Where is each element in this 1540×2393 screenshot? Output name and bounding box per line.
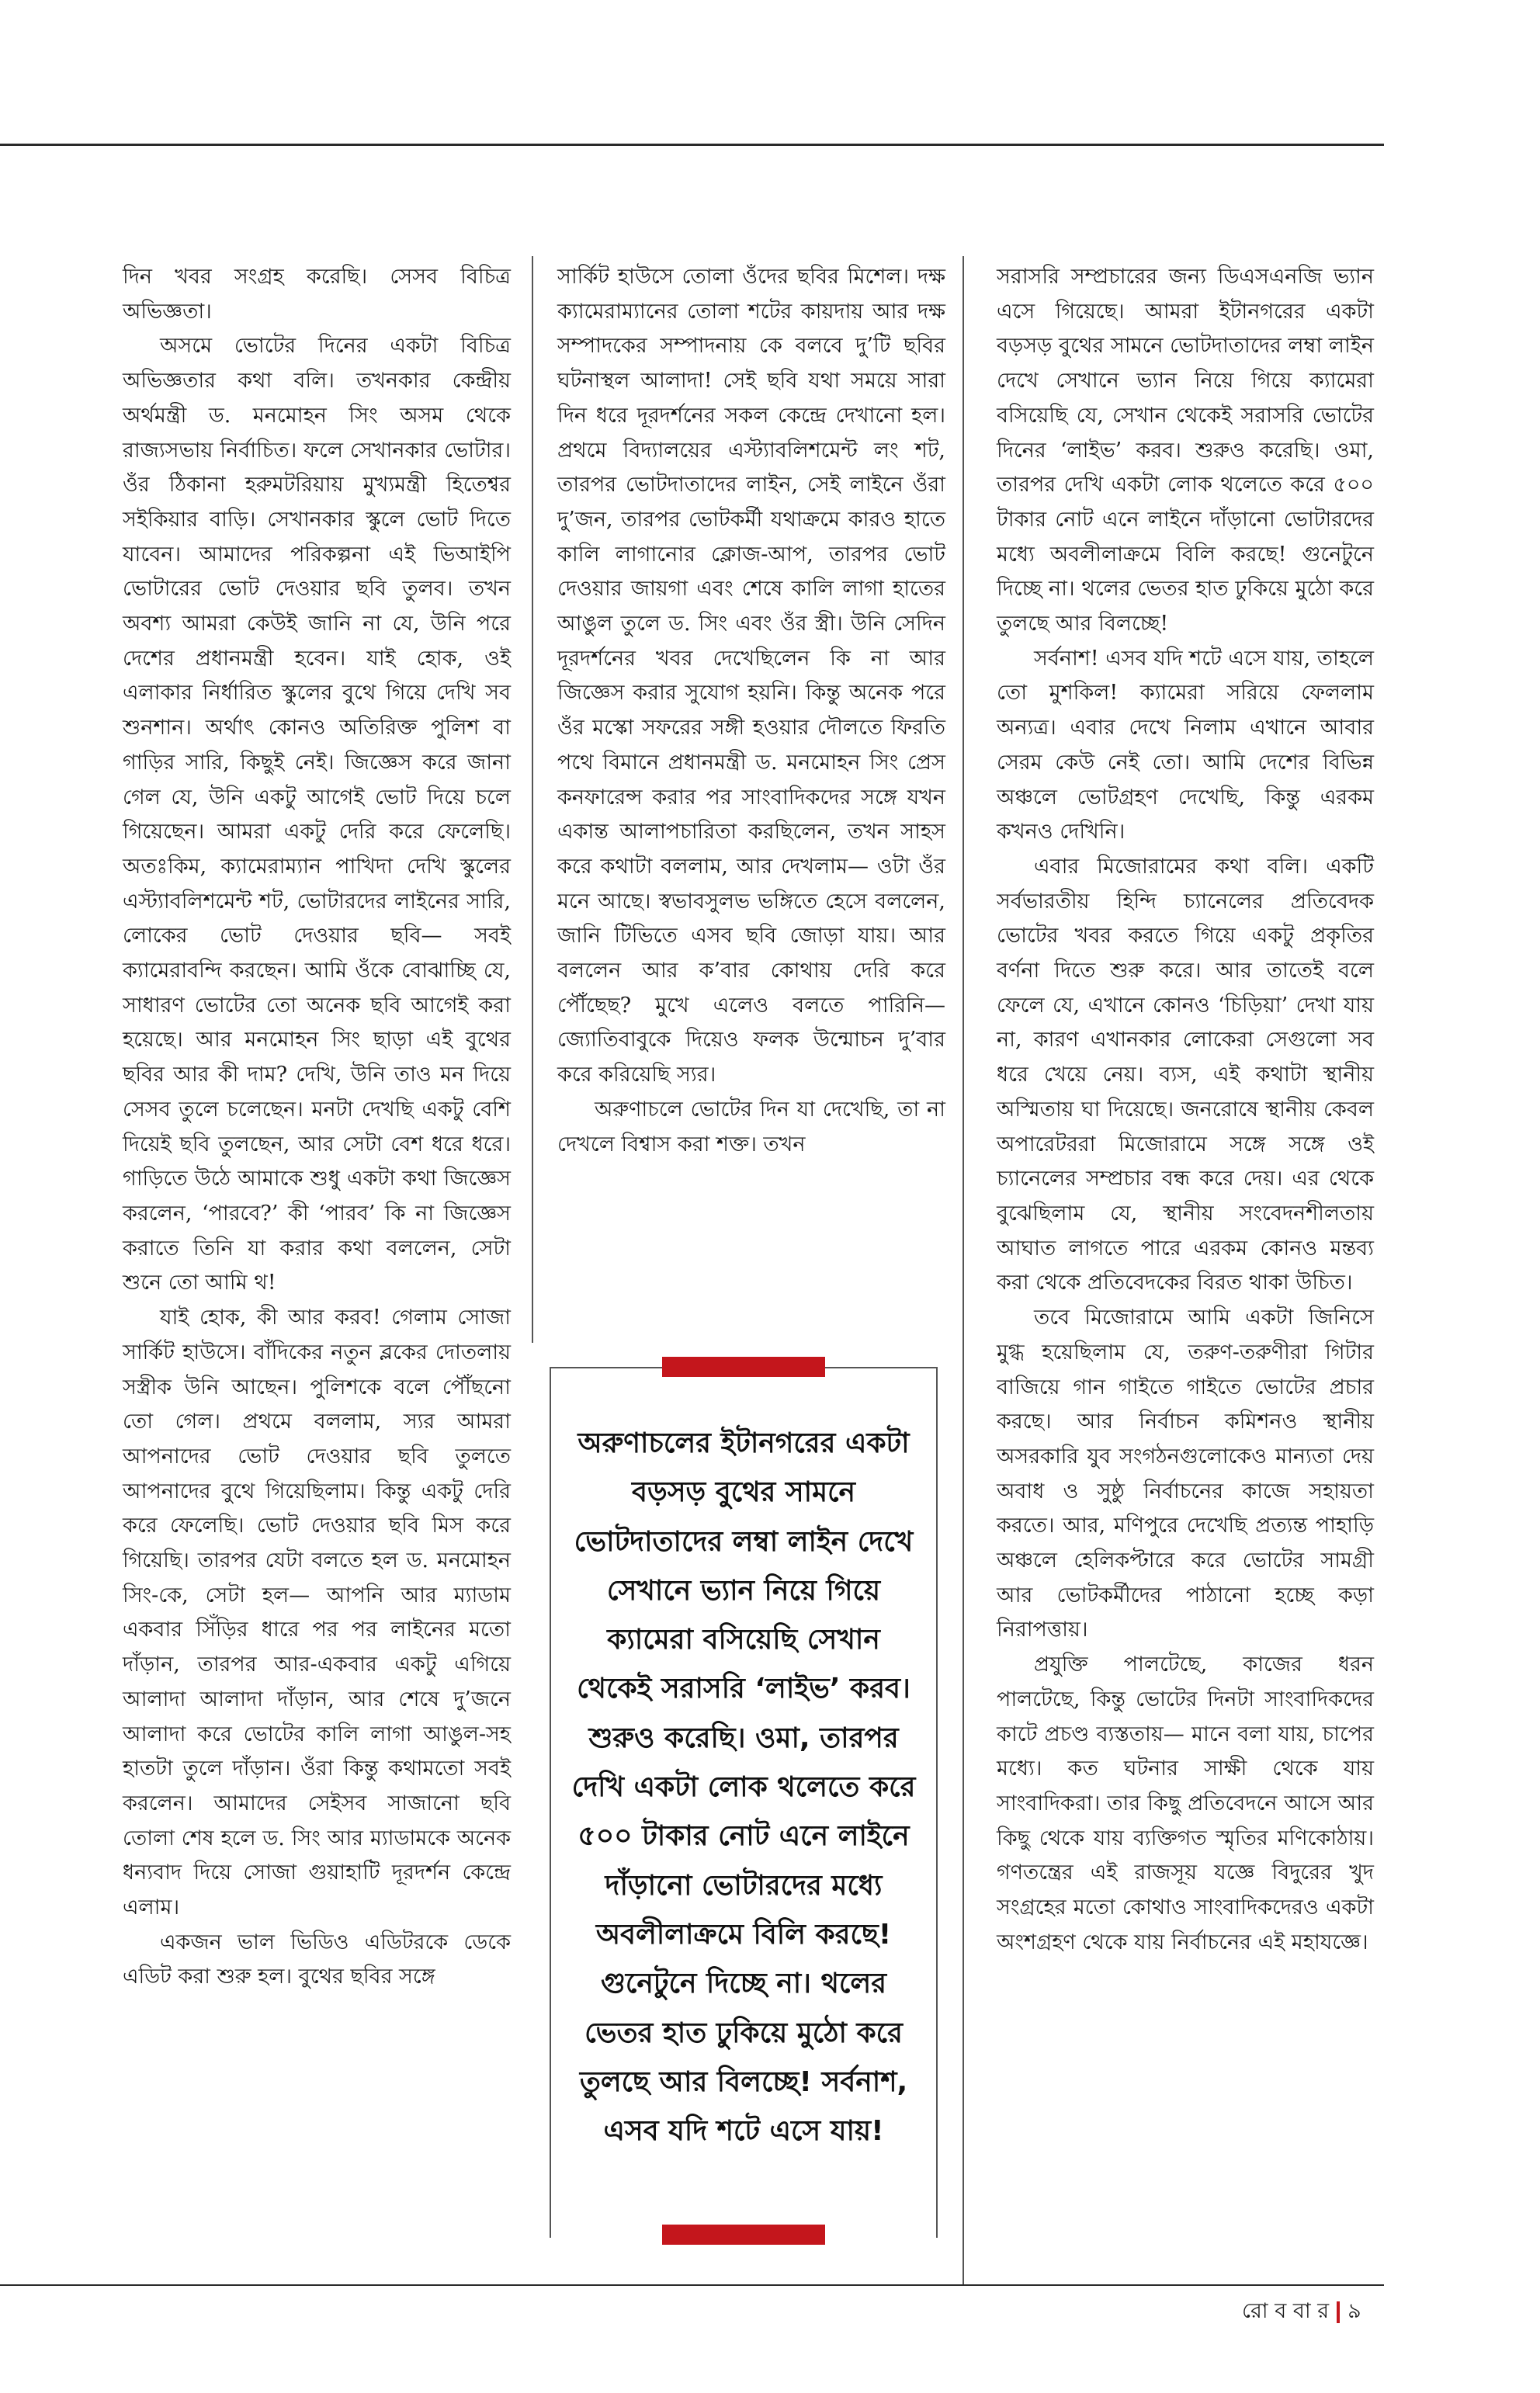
pull-quote-text: অরুণাচলের ইটানগরের একটা বড়সড় বুথের সামনে ভোটদাতাদের লম্বা লাইন দেখে সেখানে ভ্যান নিয়ে গিয়ে ক্যামেরা বসিয়েছি সেখান থেকেই সরাসরি ‘লাইভ’ করব। শুরুও করেছি। ওমা, তারপর দেখি একটা লোক থলেতে করে ৫০০ টাকার নোট এনে লাইনে দাঁড়ানো ভোটারদের মধ্যে অবলীলাক্রমে বিলি করছে! গুনেটুনে দিচ্ছে না। থলের ভেতর হাত ঢুকিয়ে মুঠো করে তুলছে আর বিলচ্ছে! সর্বনাশ, এসব যদি শটে এসে যায়! bbox=[571, 1427, 916, 2148]
bottom-rule bbox=[0, 2284, 1384, 2286]
article-column-2 bbox=[557, 260, 945, 1162]
paragraph: দিন খবর সংগ্রহ করেছি। সেসব বিচিত্র অভিজ্ঞতা। bbox=[123, 265, 511, 324]
paragraph: যাই হোক, কী আর করব! গেলাম সোজা সার্কিট হাউসে। বাঁদিকের নতুন ব্লকের দোতলায় সস্ত্রীক উনি আছেন। পুলিশকে বলে পৌঁছনো তো গেল। প্রথমে বললাম, স্যর আমরা আপনাদের ভোট দেওয়ার ছবি তুলতে আপনাদের বুথে গিয়েছিলাম। কিন্তু একটু দেরি করে ফেলেছি। ভোট দেওয়ার ছবি মিস করে গিয়েছি। তারপর যেটা বলতে হল ড. মনমোহন সিং-কে, সেটা হল— আপনি আর ম্যাডাম একবার সিঁড়ির ধারে পর পর লাইনের মতো দাঁড়ান, তারপর আর-একবার একটু এগিয়ে আলাদা আলাদা দাঁড়ান, আর শেষে দু’জনে আলাদা করে ভোটের কালি লাগা আঙুল-সহ হাতটা তুলে দাঁড়ান। ওঁরা কিন্তু কথামতো সবই করলেন। আমাদের সেইসব সাজানো ছবি তোলা শেষ হলে ড. সিং আর ম্যাডামকে অনেক ধন্যবাদ দিয়ে সোজা গুয়াহাটি দূরদর্শন কেন্দ্রে এলাম। bbox=[123, 1306, 511, 1920]
page-number: ৯ bbox=[1348, 2299, 1361, 2323]
top-rule bbox=[0, 144, 1384, 146]
pull-quote-top-bar bbox=[662, 1357, 825, 1377]
article-column-1 bbox=[123, 260, 511, 1995]
paragraph: সার্কিট হাউসে তোলা ওঁদের ছবির মিশেল। দক্ষ ক্যামেরাম্যানের তোলা শটের কায়দায় আর দক্ষ সম্পাদকের সম্পাদনায় কে বলবে দু’টি ছবির ঘটনাস্থল আলাদা! সেই ছবি যথা সময়ে সারা দিন ধরে দূরদর্শনের সকল কেন্দ্রে দেখানো হল। প্রথমে বিদ্যালয়ের এস্ট্যাবলিশমেন্ট লং শট, তারপর ভোটদাতাদের লাইন, সেই লাইনে ওঁরা দু’জন, তারপর ভোটকর্মী যথাক্রমে কারও হাতে কালি লাগানোর ক্লোজ-আপ, তারপর ভোট দেওয়ার জায়গা এবং শেষে কালি লাগা হাতের আঙুল তুলে ড. সিং এবং ওঁর স্ত্রী। উনি সেদিন দূরদর্শনের খবর দেখেছিলেন কি না আর জিজ্ঞেস করার সুযোগ হয়নি। কিন্তু অনেক পরে ওঁর মস্কো সফরের সঙ্গী হওয়ার দৌলতে ফিরতি পথে বিমানে প্রধানমন্ত্রী ড. মনমোহন সিং প্রেস কনফারেন্স করার পর সাংবাদিকদের সঙ্গে যখন একান্ত আলাপচারিতা করছিলেন, তখন সাহস করে কথাটা বললাম, আর দেখলাম— ওটা ওঁর মনে আছে। স্বভাবসুলভ ভঙ্গিতে হেসে বললেন, জানি টিভিতে এসব ছবি জোড়া যায়। আর বললেন আর ক’বার কোথায় দেরি করে পৌঁছেছ? মুখে এলেও বলতে পারিনি— জ্যোতিবাবুকে দিয়েও ফলক উন্মোচন দু’বার করে করিয়েছি স্যর। bbox=[557, 265, 945, 1087]
paragraph: সরাসরি সম্প্রচারের জন্য ডিএসএনজি ভ্যান এসে গিয়েছে। আমরা ইটানগরের একটা বড়সড় বুথের সামনে ভোটদাতাদের লম্বা লাইন দেখে সেখানে ভ্যান নিয়ে গিয়ে ক্যামেরা বসিয়েছি যে, সেখান থেকেই সরাসরি ভোটের দিনের ‘লাইভ’ করব। শুরুও করেছি। ওমা, তারপর দেখি একটা লোক থলেতে করে ৫০০ টাকার নোট এনে লাইনে দাঁড়ানো ভোটারদের মধ্যে অবলীলাক্রমে বিলি করছে! গুনেটুনে দিচ্ছে না। থলের ভেতর হাত ঢুকিয়ে মুঠো করে তুলছে আর বিলচ্ছে! bbox=[997, 265, 1374, 636]
paragraph: অরুণাচলে ভোটের দিন যা দেখেছি, তা না দেখলে বিশ্বাস করা শক্ত। তখন bbox=[557, 1097, 945, 1157]
paragraph: একজন ভাল ভিডিও এডিটরকে ডেকে এডিট করা শুরু হল। বুথের ছবির সঙ্গে bbox=[123, 1930, 511, 1989]
page-folio bbox=[1242, 2296, 1361, 2327]
paragraph: সর্বনাশ! এসব যদি শটে এসে যায়, তাহলে তো মুশকিল! ক্যামেরা সরিয়ে ফেললাম অন্যত্র। এবার দেখে নিলাম এখানে আবার সেরম কেউ নেই তো। আমি দেশের বিভিন্ন অঞ্চলে ভোটগ্রহণ দেখেছি, কিন্তু এরকম কখনও দেখিনি। bbox=[997, 646, 1374, 844]
pull-quote bbox=[550, 1357, 938, 2273]
section-name: রো ব বা র bbox=[1242, 2299, 1330, 2323]
column-divider bbox=[962, 256, 964, 2284]
paragraph: অসমে ভোটের দিনের একটা বিচিত্র অভিজ্ঞতার কথা বলি। তখনকার কেন্দ্রীয় অর্থমন্ত্রী ড. মনমোহন সিং অসম থেকে রাজ্যসভায় নির্বাচিত। ফলে সেখানকার ভোটার। ওঁর ঠিকানা হরুমটরিয়ায় মুখ্যমন্ত্রী হিতেশ্বর সইকিয়ার বাড়ি। সেখানকার স্কুলে ভোট দিতে যাবেন। আমাদের পরিকল্পনা এই ভিআইপি ভোটারের ভোট দেওয়ার ছবি তুলব। তখন অবশ্য আমরা কেউই জানি না যে, উনি পরে দেশের প্রধানমন্ত্রী হবেন। যাই হোক, ওই এলাকার নির্ধারিত স্কুলের বুথে গিয়ে দেখি সব শুনশান। অর্থাৎ কোনও অতিরিক্ত পুলিশ বা গাড়ির সারি, কিছুই নেই। জিজ্ঞেস করে জানা গেল যে, উনি একটু আগেই ভোট দিয়ে চলে গিয়েছেন। আমরা একটু দেরি করে ফেলেছি। অতঃকিম, ক্যামেরাম্যান পাখিদা দেখি স্কুলের এস্ট্যাবলিশমেন্ট শট, ভোটারদের লাইনের সারি, লোকের ভোট দেওয়ার ছবি— সবই ক্যামেরাবন্দি করছেন। আমি ওঁকে বোঝাচ্ছি যে, সাধারণ ভোটের তো অনেক ছবি আগেই করা হয়েছে। আর মনমোহন সিং ছাড়া এই বুথের ছবির আর কী দাম? দেখি, উনি তাও মন দিয়ে সেসব তুলে চলেছেন। মনটা দেখছি একটু বেশি দিয়েই ছবি তুলছেন, আর সেটা বেশ ধরে ধরে। গাড়িতে উঠে আমাকে শুধু একটা কথা জিজ্ঞেস করলেন, ‘পারবে?’ কী ‘পারব’ কি না জিজ্ঞেস করাতে তিনি যা করার কথা বললেন, সেটা শুনে তো আমি থ! bbox=[123, 334, 511, 1295]
folio-separator bbox=[1337, 2301, 1340, 2323]
pull-quote-bottom-bar bbox=[662, 2225, 825, 2245]
article-column-3 bbox=[997, 260, 1374, 1960]
paragraph: এবার মিজোরামের কথা বলি। একটি সর্বভারতীয় হিন্দি চ্যানেলের প্রতিবেদক ভোটের খবর করতে গিয়ে একটু প্রকৃতির বর্ণনা দিতে শুরু করে। আর তাতেই বলে ফেলে যে, এখানে কোনও ‘চিড়িয়া’ দেখা যায় না, কারণ এখানকার লোকেরা সেগুলো সব ধরে খেয়ে নেয়। ব্যস, এই কথাটা স্থানীয় অস্মিতায় ঘা দিয়েছে। জনরোষে স্থানীয় কেবল অপারেটররা মিজোরামে সঙ্গে সঙ্গে ওই চ্যানেলের সম্প্রচার বন্ধ করে দেয়। এর থেকে বুঝেছিলাম যে, স্থানীয় সংবেদনশীলতায় আঘাত লাগতে পারে এরকম কোনও মন্তব্য করা থেকে প্রতিবেদকের বিরত থাকা উচিত। bbox=[997, 854, 1374, 1295]
paragraph: তবে মিজোরামে আমি একটা জিনিসে মুগ্ধ হয়েছিলাম যে, তরুণ-তরুণীরা গিটার বাজিয়ে গান গাইতে গাইতে ভোটের প্রচার করছে। আর নির্বাচন কমিশনও স্থানীয় অসরকারি যুব সংগঠনগুলোকেও মান্যতা দেয় অবাধ ও সুষ্ঠু নির্বাচনের কাজে সহায়তা করতে। আর, মণিপুরে দেখেছি প্রত্যন্ত পাহাড়ি অঞ্চলে হেলিকপ্টারে করে ভোটের সামগ্রী আর ভোটকর্মীদের পাঠানো হচ্ছে কড়া নিরাপত্তায়। bbox=[997, 1306, 1374, 1642]
column-divider bbox=[532, 256, 533, 1343]
paragraph: প্রযুক্তি পালটেছে, কাজের ধরন পালটেছে, কিন্তু ভোটের দিনটা সাংবাদিকদের কাটে প্রচণ্ড ব্যস্ততায়— মানে বলা যায়, চাপের মধ্যে। কত ঘটনার সাক্ষী থেকে যায় সাংবাদিকরা। তার কিছু প্রতিবেদনে আসে আর কিছু থেকে যায় ব্যক্তিগত স্মৃতির মণিকোঠায়। গণতন্ত্রের এই রাজসূয় যজ্ঞে বিদুরের খুদ সংগ্রহের মতো কোথাও সাংবাদিকদেরও একটা অংশগ্রহণ থেকে যায় নির্বাচনের এই মহাযজ্ঞে। bbox=[997, 1653, 1374, 1954]
